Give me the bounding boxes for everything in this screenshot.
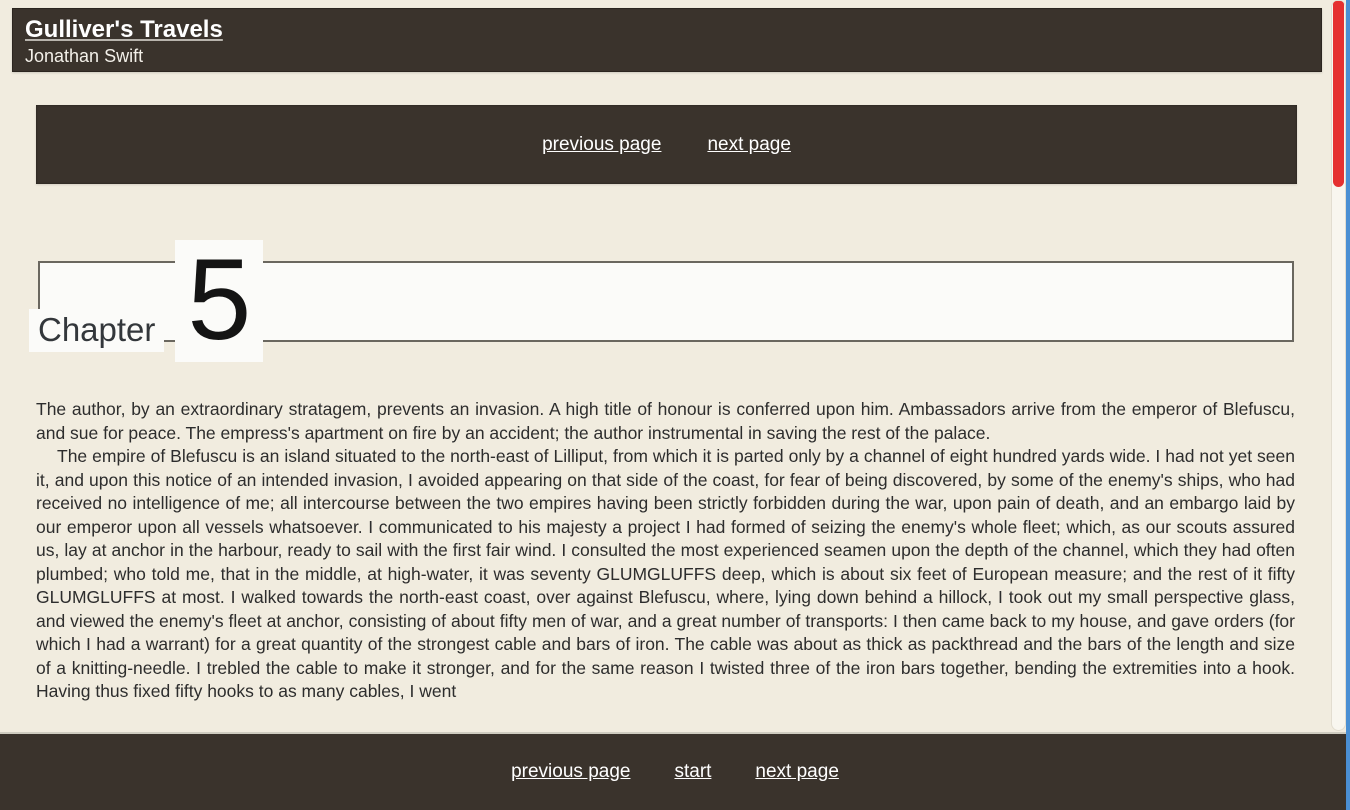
book-title-link[interactable]: Gulliver's Travels [25,16,223,43]
chapter-heading-box [38,236,1294,365]
scrollbar-track[interactable] [1331,0,1346,731]
next-page-link-top[interactable]: next page [707,133,791,155]
chapter-body-paragraph: The empire of Blefuscu is an island situated to the north-east of Lilliput, from which it is parted only by a channel of eight hundred yards wide. I had not yet seen it, and upon this notice of an intended invasion, I avoided appearing on that side of the coast, for fear of being discovered, by some of the enemy's ships, who had received no intelligence of me; all intercourse between the two empires having been strictly forbidden during the war, upon pain of death, and an embargo laid by our emperor upon all vessels whatsoever. I communicated to his majesty a project I had formed of seizing the enemy's whole fleet; which, as our scouts assured us, lay at anchor in the harbour, ready to sail with the first fair wind. I consulted the most experienced seamen upon the depth of the channel, which they had often plumbed; who told me, that in the middle, at high-water, it was seventy GLUMGLUFFS deep, which is about six feet of European measure; and the rest of it fifty GLUMGLUFFS at most. I walked towards the north-east coast, over against Blefuscu, where, lying down behind a hillock, I took out my small perspective glass, and viewed the enemy's fleet at anchor, consisting of about fifty men of war, and a great number of transports: I then came back to my house, and gave orders (for which I had a warrant) for a great quantity of the strongest cable and bars of iron. The cable was about as thick as packthread and the bars of the length and size of a knitting-needle. I trebled the cable to make it stronger, and for the same reason I twisted three of the iron bars together, bending the extremities into a hook. Having thus fixed fifty hooks to as many cables, I went [36,446,1295,701]
book-header [12,8,1322,72]
scrollbar-thumb[interactable] [1333,1,1344,187]
bottom-navigation-bar [0,732,1350,810]
book-author: Jonathan Swift [25,46,144,66]
chapter-title [29,236,263,365]
previous-page-link-top[interactable]: previous page [542,133,662,155]
start-link[interactable]: start [674,761,712,782]
window-right-edge [1346,0,1350,810]
next-page-link-bottom[interactable]: next page [755,761,839,782]
previous-page-link-bottom[interactable]: previous page [511,761,631,782]
chapter-label: Chapter [29,309,164,352]
chapter-summary-paragraph: The author, by an extraordinary stratagem, prevents an invasion. A high title of honour is conferred upon him. Ambassadors arrive from the emperor of Blefuscu, and sue for peace. The empress's apartment on fire by an accident; the author instrumental in saving the rest of the palace. [36,399,1295,443]
chapter-number: 5 [175,240,263,362]
top-navigation-bar [36,105,1297,184]
